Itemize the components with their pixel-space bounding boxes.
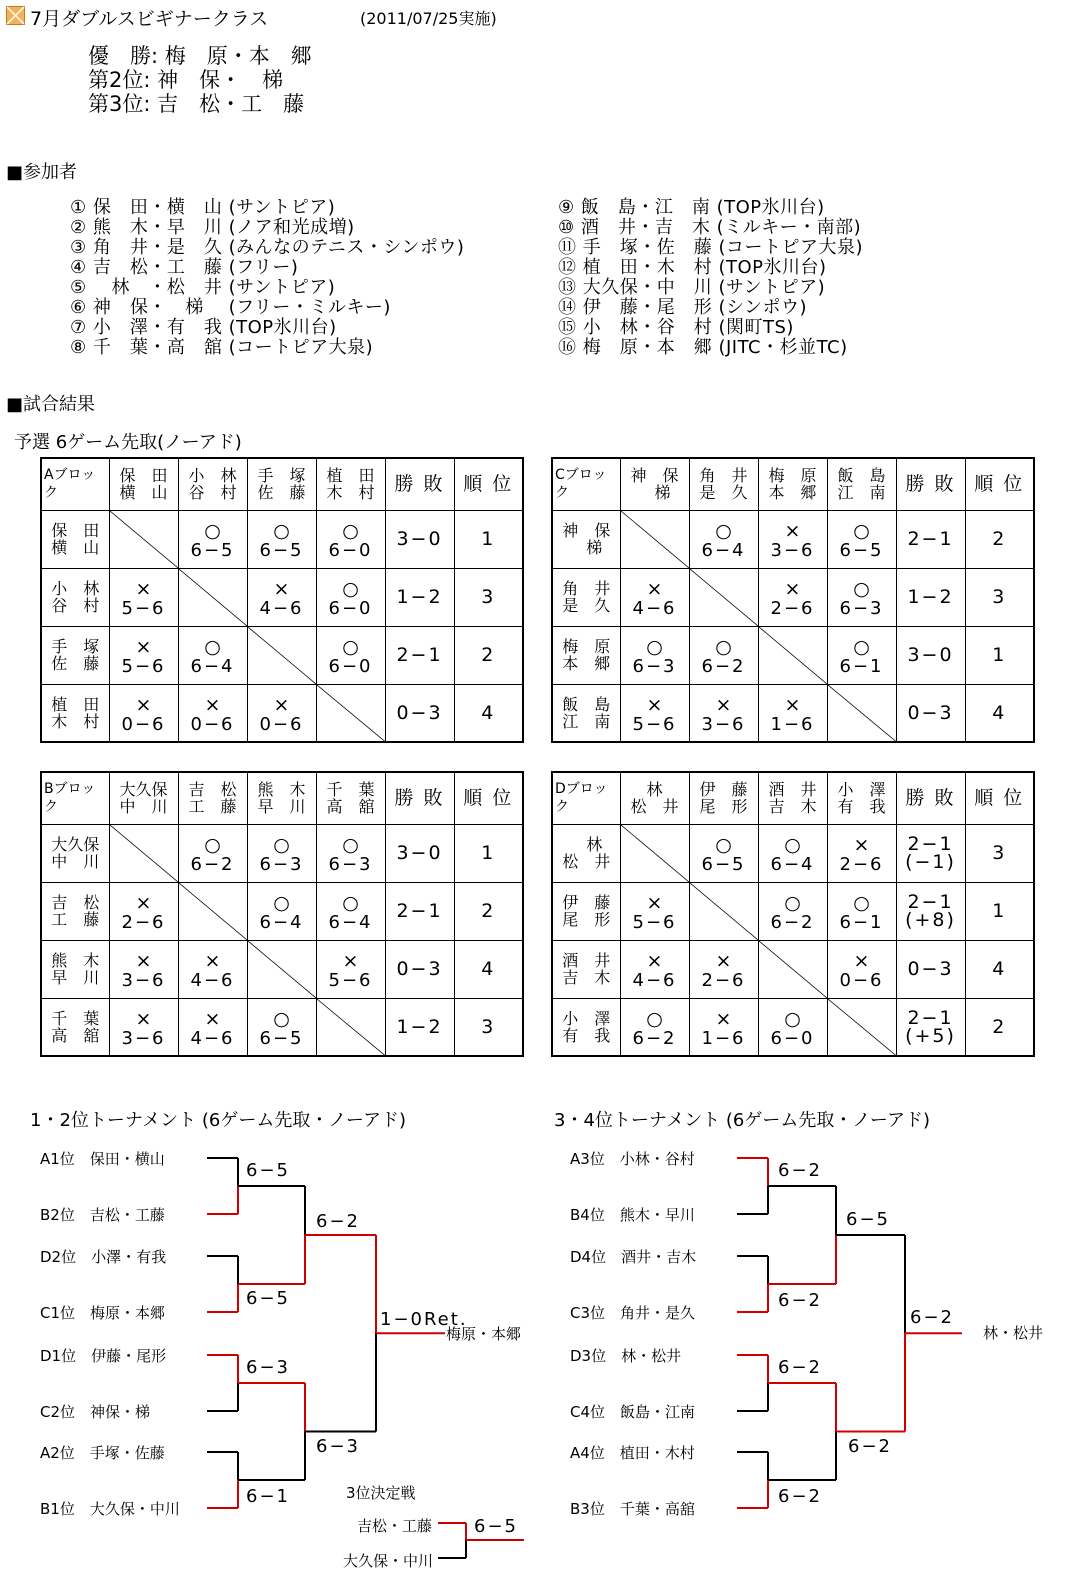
player-name: 千 葉 (51, 1008, 100, 1028)
result-score: 6−5 (190, 540, 235, 561)
result-score: 5−6 (632, 912, 677, 933)
bracket-entry: D3位 林・松井 (570, 1347, 682, 1365)
result-mark: × (784, 520, 801, 542)
result-mark: × (135, 693, 152, 716)
participant-item: ③ 角 井・是 久 (みんなのテニス・シンポウ) (70, 237, 465, 258)
player-name: 横 山 (119, 483, 168, 503)
player-name: 伊 藤 (562, 893, 611, 912)
player-name: 梅 原 (768, 466, 817, 486)
rank-value: 4 (965, 940, 1034, 998)
result-mark: ○ (646, 636, 663, 658)
result-mark: ○ (784, 892, 801, 914)
result-mark: ○ (853, 578, 870, 600)
result-mark: × (853, 950, 870, 972)
round1-score: 6−2 (778, 1160, 822, 1181)
player-name: 谷 村 (51, 596, 100, 615)
result-score: 6−3 (632, 656, 677, 677)
participant-item: ⑧ 千 葉・高 舘 (コートピア大泉) (70, 337, 374, 358)
win-loss-text: 0−3 (396, 701, 443, 724)
player-name: 中 川 (119, 797, 168, 817)
result-score: 6−5 (839, 540, 884, 561)
participant-item: ④ 吉 松・工 藤 (フリー) (70, 257, 299, 278)
win-loss-text: 1−2 (396, 586, 443, 608)
player-name: 小 澤 (562, 1008, 611, 1028)
round1-score: 6−2 (778, 1290, 822, 1311)
result-mark: ○ (853, 892, 870, 914)
result-mark: ○ (715, 834, 732, 856)
player-name: 工 藤 (51, 910, 100, 929)
player-name: 小 林 (188, 466, 237, 486)
player-name: 有 我 (562, 1025, 611, 1045)
result-score: 6−0 (328, 540, 373, 561)
block-label: Bブロック (41, 772, 109, 824)
result-score: 6−4 (328, 912, 373, 933)
player-name: 保 田 (51, 521, 100, 540)
participant-item: ⑯ 梅 原・本 郷 (JITC・杉並TC) (558, 337, 848, 358)
result-score: 4−6 (632, 970, 677, 991)
winner-row: 優 勝: 梅 原・本 郷 (88, 44, 312, 68)
tournament12-heading: 1・2位トーナメント (6ゲーム先取・ノーアド) (30, 1110, 406, 1131)
result-score: 5−6 (328, 970, 373, 991)
player-name: 梯 (638, 483, 671, 503)
block-label: Cブロック (552, 458, 620, 510)
win-loss-text: 1−2 (907, 586, 954, 608)
result-score: 6−3 (839, 598, 884, 619)
player-name: 早 川 (257, 797, 306, 817)
win-loss-header: 勝 敗 (385, 458, 454, 510)
rank-value: 2 (454, 882, 523, 940)
third-place-heading: 3位決定戦 (346, 1484, 416, 1502)
page-title: 7月ダブルスビギナークラス (30, 8, 269, 30)
result-mark: × (204, 950, 221, 972)
result-score: 6−0 (770, 1027, 815, 1049)
player-name: 手 塚 (51, 637, 100, 656)
result-mark: ○ (273, 834, 290, 856)
player-name: 植 田 (51, 694, 100, 714)
player-name: 早 川 (51, 968, 100, 987)
rank-value: 4 (454, 940, 523, 998)
participant-item: ⑪ 手 塚・佐 藤 (コートピア大泉) (558, 237, 863, 258)
rank-value: 3 (454, 998, 523, 1056)
player-name: 小 澤 (837, 780, 886, 800)
rank-header: 順 位 (454, 772, 523, 824)
result-mark: ○ (342, 520, 359, 542)
player-name: 本 郷 (768, 483, 817, 503)
round1-score: 6−1 (246, 1486, 290, 1507)
result-score: 6−2 (770, 912, 815, 933)
player-name: 大久保 (119, 780, 168, 800)
result-mark: ○ (204, 636, 221, 658)
player-name: 松 井 (630, 797, 679, 817)
win-loss-text: 3−0 (907, 644, 954, 666)
result-score: 6−3 (328, 854, 373, 875)
win-loss-text: 0−3 (907, 958, 954, 980)
round2-score: 6−3 (316, 1436, 360, 1457)
result-score: 0−6 (259, 713, 304, 735)
bracket-entry: A3位 小林・谷村 (570, 1150, 695, 1168)
player-name: 吉 松 (188, 780, 237, 800)
bracket-entry: C2位 神保・梯 (40, 1403, 151, 1421)
participant-item: ② 熊 木・早 川 (ノア和光成増) (70, 217, 355, 238)
result-score: 6−1 (839, 656, 884, 677)
player-name: 小 林 (51, 579, 100, 598)
result-score: 6−0 (328, 598, 373, 619)
win-loss-text: 3−0 (396, 528, 443, 550)
round2-score: 6−2 (848, 1436, 892, 1457)
win-loss-text: 2−1 (396, 900, 443, 922)
player-name: 梅 原 (562, 637, 611, 656)
win-loss-text: (+8) (905, 909, 956, 931)
player-name: 千 葉 (326, 780, 375, 800)
result-mark: × (273, 578, 290, 600)
participant-item: ⑥ 神 保・ 梯 (フリー・ミルキー) (70, 297, 391, 318)
bracket-entry: D2位 小澤・有我 (40, 1248, 167, 1266)
result-score: 0−6 (121, 713, 166, 735)
result-mark: × (715, 693, 732, 716)
participants-heading: ■参加者 (6, 162, 78, 183)
result-mark: × (273, 693, 290, 716)
result-score: 4−6 (632, 598, 677, 619)
player-name: 熊 木 (257, 780, 306, 800)
player-name: 有 我 (837, 797, 886, 817)
result-mark: × (715, 1007, 732, 1030)
rank-value: 3 (965, 568, 1034, 626)
player-name: 熊 木 (51, 951, 100, 970)
player-name: 佐 藤 (51, 654, 100, 673)
result-mark: × (646, 892, 663, 914)
final-score: 1−0Ret. (380, 1309, 468, 1330)
result-score: 4−6 (259, 598, 304, 619)
rank-header: 順 位 (965, 772, 1034, 824)
result-score: 6−0 (328, 656, 373, 677)
player-name: 手 塚 (257, 466, 306, 486)
player-name: 佐 藤 (257, 483, 306, 503)
rank-header: 順 位 (965, 458, 1034, 510)
win-loss-text: 3−0 (396, 842, 443, 864)
result-score: 4−6 (190, 1027, 235, 1049)
result-mark: ○ (273, 520, 290, 542)
bracket-entry: D4位 酒井・吉木 (570, 1248, 697, 1266)
result-score: 6−2 (190, 854, 235, 875)
result-mark: ○ (715, 520, 732, 542)
result-mark: × (135, 892, 152, 914)
bracket-entry: B2位 吉松・工藤 (40, 1206, 165, 1224)
player-name: 吉 木 (562, 968, 611, 987)
result-score: 5−6 (121, 656, 166, 677)
round1-score: 6−2 (778, 1357, 822, 1378)
player-name: 是 久 (699, 483, 748, 503)
player-name: 吉 木 (768, 797, 817, 817)
result-score: 3−6 (770, 540, 815, 561)
result-mark: ○ (273, 892, 290, 914)
player-name: 木 村 (326, 483, 375, 503)
rank-value: 1 (454, 824, 523, 882)
win-loss-header: 勝 敗 (896, 458, 965, 510)
result-mark: × (135, 1007, 152, 1030)
player-name: 角 井 (562, 579, 611, 598)
participant-item: ⑩ 酒 井・吉 木 (ミルキー・南部) (558, 217, 862, 238)
player-name: 飯 島 (837, 466, 886, 486)
result-score: 6−4 (259, 912, 304, 933)
bracket-entry: D1位 伊藤・尾形 (40, 1347, 167, 1365)
player-name: 酒 井 (562, 951, 611, 970)
win-loss-text: 0−3 (396, 958, 443, 980)
player-name: 大久保 (51, 835, 100, 854)
player-name: 中 川 (51, 852, 100, 871)
results-heading: ■試合結果 (6, 394, 96, 415)
win-loss-text: (+5) (905, 1024, 956, 1047)
win-loss-text: 2−1 (907, 528, 954, 550)
result-mark: × (342, 950, 359, 972)
result-score: 5−6 (632, 713, 677, 735)
final-score: 6−2 (910, 1307, 954, 1328)
block-label: Aブロック (41, 458, 109, 510)
bracket-entry: C3位 角井・是久 (570, 1304, 696, 1322)
result-score: 6−5 (259, 540, 304, 561)
result-mark: × (646, 950, 663, 972)
player-name: 角 井 (699, 466, 748, 486)
rank-value: 2 (965, 510, 1034, 568)
player-name: 本 郷 (562, 654, 611, 673)
bracket-entry: A1位 保田・横山 (40, 1150, 165, 1168)
result-mark: × (715, 950, 732, 972)
result-mark: × (135, 950, 152, 972)
win-loss-text: 2−1 (907, 891, 954, 913)
player-name: 高 舘 (51, 1025, 100, 1045)
result-mark: ○ (204, 834, 221, 856)
player-name: 横 山 (51, 538, 100, 557)
player-name: 谷 村 (188, 483, 237, 503)
winner-row: 第3位: 吉 松・工 藤 (88, 92, 305, 116)
player-name: 木 村 (51, 711, 100, 731)
winner-row: 第2位: 神 保・ 梯 (88, 68, 284, 92)
participant-item: ⑮ 小 林・谷 村 (関町TS) (558, 317, 794, 338)
player-name: 尾 形 (562, 910, 611, 929)
win-loss-text: 2−1 (396, 644, 443, 666)
result-mark: × (646, 578, 663, 600)
third-place-entry: 大久保・中川 (343, 1552, 434, 1570)
rank-value: 2 (965, 998, 1034, 1056)
round1-score: 6−3 (246, 1357, 290, 1378)
result-score: 2−6 (839, 854, 884, 875)
rank-value: 1 (965, 626, 1034, 684)
prelim-label: 予選 6ゲーム先取(ノーアド) (14, 432, 242, 453)
result-score: 3−6 (701, 713, 746, 735)
result-mark: ○ (342, 834, 359, 856)
participant-item: ⑭ 伊 藤・尾 形 (シンポウ) (558, 297, 808, 318)
third-place-entry: 吉松・工藤 (357, 1517, 433, 1535)
player-name: 是 久 (562, 596, 611, 615)
result-score: 6−4 (770, 854, 815, 875)
rank-value: 4 (454, 684, 523, 742)
rank-value: 1 (965, 882, 1034, 940)
result-score: 4−6 (190, 970, 235, 991)
block-label: Dブロック (552, 772, 620, 824)
win-loss-header: 勝 敗 (896, 772, 965, 824)
player-name: 梯 (570, 538, 603, 557)
bracket-entry: C4位 飯島・江南 (570, 1403, 696, 1421)
result-score: 0−6 (839, 970, 884, 991)
player-name: 工 藤 (188, 797, 237, 817)
bracket-entry: B1位 大久保・中川 (40, 1500, 180, 1518)
result-score: 6−4 (701, 540, 746, 561)
rank-value: 1 (454, 510, 523, 568)
result-mark: ○ (853, 520, 870, 542)
result-score: 1−6 (701, 1027, 746, 1049)
result-mark: × (135, 578, 152, 600)
player-name: 江 南 (837, 483, 886, 503)
result-score: 6−2 (632, 1027, 677, 1049)
player-name: 伊 藤 (699, 780, 748, 800)
result-score: 6−5 (701, 854, 746, 875)
player-name: 林 (646, 780, 663, 800)
participant-item: ⑬ 大久保・中 川 (サントピア) (558, 277, 826, 298)
result-mark: × (784, 578, 801, 600)
result-mark: ○ (646, 1007, 663, 1030)
participant-item: ⑦ 小 澤・有 我 (TOP氷川台) (70, 317, 337, 338)
player-name: 神 保 (630, 466, 679, 486)
result-mark: ○ (784, 1007, 801, 1030)
win-loss-text: 2−1 (907, 833, 954, 855)
result-score: 0−6 (190, 713, 235, 735)
result-score: 6−5 (259, 1027, 304, 1049)
win-loss-header: 勝 敗 (385, 772, 454, 824)
result-score: 6−4 (190, 656, 235, 677)
rank-value: 4 (965, 684, 1034, 742)
round2-score: 6−2 (316, 1211, 360, 1232)
result-mark: ○ (853, 636, 870, 658)
result-score: 6−1 (839, 912, 884, 933)
win-loss-text: 1−2 (396, 1015, 443, 1038)
result-mark: ○ (342, 636, 359, 658)
bracket-entry: A4位 植田・木村 (570, 1444, 695, 1462)
result-score: 2−6 (701, 970, 746, 991)
rank-value: 2 (454, 626, 523, 684)
result-mark: × (204, 693, 221, 716)
rank-value: 3 (454, 568, 523, 626)
result-score: 5−6 (121, 598, 166, 619)
result-mark: ○ (204, 520, 221, 542)
rank-value: 3 (965, 824, 1034, 882)
champion-name: 梅原・本郷 (446, 1325, 522, 1343)
participant-item: ⑫ 植 田・木 村 (TOP氷川台) (558, 257, 827, 278)
bracket-entry: C1位 梅原・本郷 (40, 1304, 166, 1322)
tournament34-heading: 3・4位トーナメント (6ゲーム先取・ノーアド) (554, 1110, 930, 1131)
participant-item: ⑤ 林 ・松 井 (サントピア) (70, 277, 336, 298)
participant-item: ⑨ 飯 島・江 南 (TOP氷川台) (558, 197, 825, 218)
player-name: 林 (570, 835, 603, 854)
round1-score: 6−2 (778, 1486, 822, 1507)
bracket-entry: B4位 熊木・早川 (570, 1206, 695, 1224)
result-score: 2−6 (121, 912, 166, 933)
result-mark: × (204, 1007, 221, 1030)
result-score: 2−6 (770, 598, 815, 619)
player-name: 吉 松 (51, 893, 100, 912)
player-name: 尾 形 (699, 797, 748, 817)
result-mark: ○ (342, 892, 359, 914)
third-place-score: 6−5 (474, 1516, 518, 1537)
champion-name: 林・松井 (983, 1324, 1044, 1342)
bracket-entry: A2位 手塚・佐藤 (40, 1444, 165, 1462)
win-loss-text: 0−3 (907, 701, 954, 724)
player-name: 植 田 (326, 466, 375, 486)
win-loss-text: (−1) (905, 851, 956, 873)
result-score: 6−2 (701, 656, 746, 677)
player-name: 神 保 (562, 521, 611, 540)
bracket-entry: B3位 千葉・高舘 (570, 1500, 695, 1518)
result-score: 1−6 (770, 713, 815, 735)
round2-score: 6−5 (846, 1209, 890, 1230)
result-mark: ○ (715, 636, 732, 658)
round1-score: 6−5 (246, 1160, 290, 1181)
win-loss-text: 2−1 (907, 1006, 954, 1029)
event-date: (2011/07/25実施) (360, 9, 497, 28)
player-name: 飯 島 (562, 694, 611, 714)
result-score: 3−6 (121, 970, 166, 991)
player-name: 保 田 (119, 466, 168, 486)
rank-header: 順 位 (454, 458, 523, 510)
result-score: 3−6 (121, 1027, 166, 1049)
result-mark: × (135, 636, 152, 658)
round1-score: 6−5 (246, 1288, 290, 1309)
result-mark: ○ (784, 834, 801, 856)
result-mark: ○ (273, 1007, 290, 1030)
result-mark: ○ (342, 578, 359, 600)
result-mark: × (646, 693, 663, 716)
participant-item: ① 保 田・横 山 (サントピア) (70, 197, 336, 218)
result-mark: × (784, 693, 801, 716)
result-score: 6−3 (259, 854, 304, 875)
player-name: 江 南 (562, 711, 611, 731)
player-name: 酒 井 (768, 780, 817, 800)
result-mark: × (853, 834, 870, 856)
player-name: 松 井 (562, 852, 611, 871)
player-name: 高 舘 (326, 797, 375, 817)
